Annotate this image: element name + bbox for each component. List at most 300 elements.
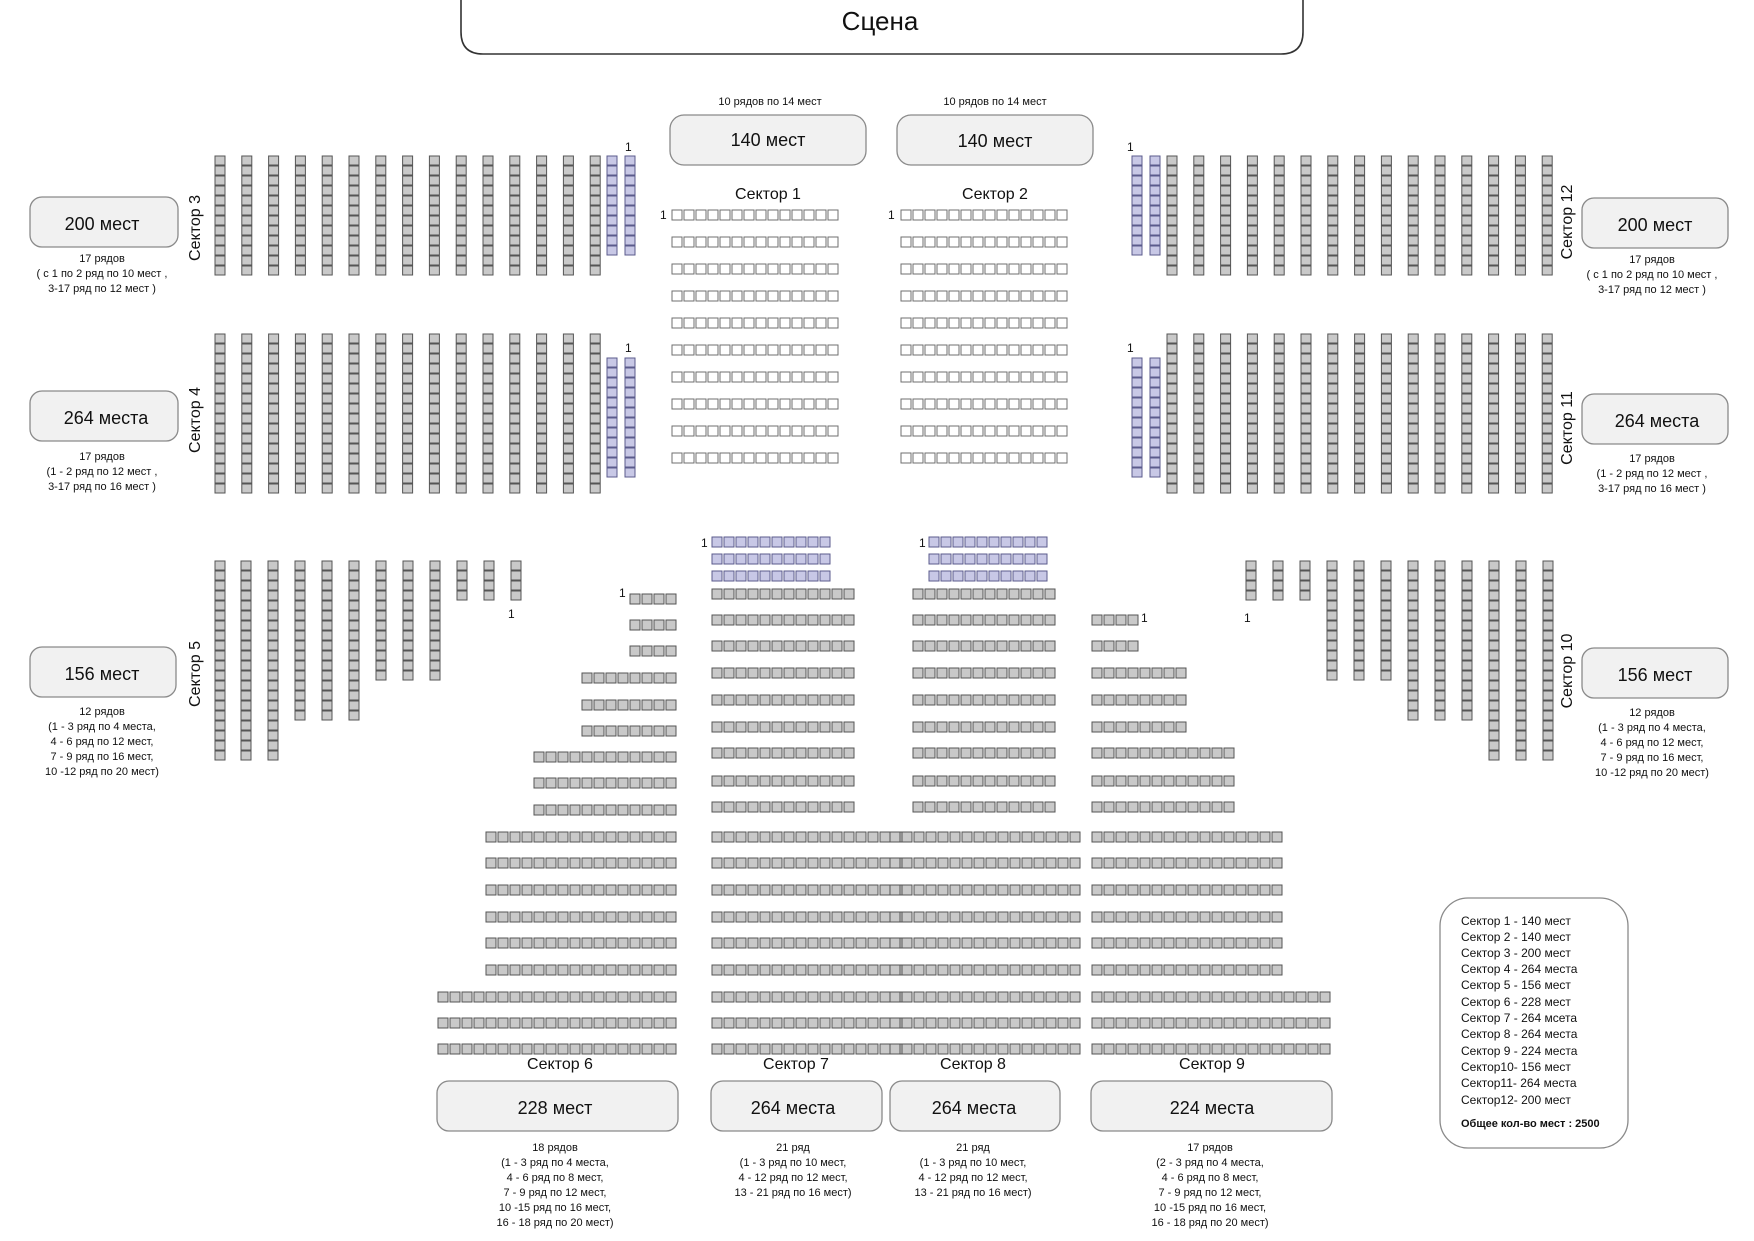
- sector-9-seat[interactable]: [1128, 858, 1138, 868]
- sector-7-seat[interactable]: [712, 965, 722, 975]
- sector-9-seat[interactable]: [1152, 1018, 1162, 1028]
- sector-4-seat[interactable]: [269, 474, 279, 483]
- sector-11-seat[interactable]: [1515, 364, 1525, 373]
- sector-11-seat[interactable]: [1274, 424, 1284, 433]
- sector-11-seat[interactable]: [1381, 434, 1391, 443]
- sector-1-seat[interactable]: [708, 291, 718, 301]
- sector-12-seat[interactable]: [1381, 206, 1391, 215]
- sector-4-seat[interactable]: [456, 464, 466, 473]
- sector-8-seat[interactable]: [985, 802, 995, 812]
- sector-6-seat[interactable]: [630, 885, 640, 895]
- sector-4-seat[interactable]: [269, 464, 279, 473]
- sector-5-seat[interactable]: [403, 571, 413, 580]
- sector-11-seat[interactable]: [1247, 334, 1257, 343]
- sector-3-seat[interactable]: [349, 246, 359, 255]
- sector-4-seat[interactable]: [295, 454, 305, 463]
- sector-7-seat[interactable]: [736, 641, 746, 651]
- sector-6-seat[interactable]: [594, 726, 604, 736]
- sector-1-seat[interactable]: [672, 399, 682, 409]
- sector-3-seat[interactable]: [537, 226, 547, 235]
- sector-12-seat[interactable]: [1355, 216, 1365, 225]
- sector-12-seat[interactable]: [1489, 216, 1499, 225]
- sector-4-seat[interactable]: [242, 424, 252, 433]
- sector-3-seat[interactable]: [456, 236, 466, 245]
- sector-12-seat[interactable]: [1328, 156, 1338, 165]
- sector-8-seat[interactable]: [962, 992, 972, 1002]
- sector-9-seat[interactable]: [1236, 938, 1246, 948]
- sector-11-seat[interactable]: [1150, 468, 1160, 477]
- sector-6-seat[interactable]: [510, 858, 520, 868]
- sector-5-seat[interactable]: [430, 641, 440, 650]
- sector-4-seat[interactable]: [483, 434, 493, 443]
- sector-11-seat[interactable]: [1542, 484, 1552, 493]
- sector-6-seat[interactable]: [510, 1044, 520, 1054]
- sector-7-seat[interactable]: [772, 589, 782, 599]
- sector-5-seat[interactable]: [322, 671, 332, 680]
- sector-4-seat[interactable]: [429, 474, 439, 483]
- sector-1-seat[interactable]: [828, 210, 838, 220]
- sector-4-seat[interactable]: [376, 414, 386, 423]
- sector-8-seat[interactable]: [974, 912, 984, 922]
- sector-10-seat[interactable]: [1327, 631, 1337, 640]
- sector-10-seat[interactable]: [1381, 671, 1391, 680]
- sector-7-seat[interactable]: [808, 554, 818, 564]
- sector-2-seat[interactable]: [1009, 345, 1019, 355]
- sector-3-seat[interactable]: [376, 206, 386, 215]
- sector-9-seat[interactable]: [1200, 858, 1210, 868]
- sector-7-seat[interactable]: [808, 589, 818, 599]
- sector-11-seat[interactable]: [1489, 354, 1499, 363]
- sector-7-seat[interactable]: [784, 695, 794, 705]
- sector-12-seat[interactable]: [1247, 216, 1257, 225]
- sector-1-seat[interactable]: [816, 237, 826, 247]
- sector-9-seat[interactable]: [1236, 1018, 1246, 1028]
- sector-11-seat[interactable]: [1462, 374, 1472, 383]
- sector-9-seat[interactable]: [1224, 776, 1234, 786]
- sector-9-seat[interactable]: [1284, 1044, 1294, 1054]
- sector-8-seat[interactable]: [941, 537, 951, 547]
- sector-2-seat[interactable]: [1045, 237, 1055, 247]
- sector-7-seat[interactable]: [760, 641, 770, 651]
- sector-9-seat[interactable]: [1104, 992, 1114, 1002]
- sector-9-seat[interactable]: [1176, 885, 1186, 895]
- sector-9-seat[interactable]: [1116, 1044, 1126, 1054]
- sector-8-seat[interactable]: [1009, 802, 1019, 812]
- sector-9-seat[interactable]: [1188, 858, 1198, 868]
- sector-5-seat[interactable]: [511, 581, 521, 590]
- sector-4-seat[interactable]: [590, 434, 600, 443]
- sector-8-seat[interactable]: [953, 554, 963, 564]
- sector-10-seat[interactable]: [1300, 581, 1310, 590]
- sector-2-seat[interactable]: [985, 264, 995, 274]
- sector-8-seat[interactable]: [997, 802, 1007, 812]
- sector-2-seat[interactable]: [949, 453, 959, 463]
- sector-4-seat[interactable]: [349, 344, 359, 353]
- sector-12-seat[interactable]: [1301, 266, 1311, 275]
- sector-8-seat[interactable]: [1034, 912, 1044, 922]
- sector-7-seat[interactable]: [796, 992, 806, 1002]
- sector-4-seat[interactable]: [537, 334, 547, 343]
- sector-3-seat[interactable]: [607, 216, 617, 225]
- sector-9-seat[interactable]: [1260, 912, 1270, 922]
- sector-5-seat[interactable]: [322, 621, 332, 630]
- sector-4-seat[interactable]: [456, 334, 466, 343]
- sector-11-seat[interactable]: [1301, 364, 1311, 373]
- sector-6-seat[interactable]: [618, 858, 628, 868]
- sector-6-seat[interactable]: [474, 992, 484, 1002]
- sector-10-seat[interactable]: [1462, 611, 1472, 620]
- sector-3-seat[interactable]: [322, 176, 332, 185]
- sector-5-seat[interactable]: [295, 561, 305, 570]
- sector-2-seat[interactable]: [1057, 372, 1067, 382]
- sector-6-seat[interactable]: [582, 805, 592, 815]
- sector-4-seat[interactable]: [590, 484, 600, 493]
- sector-6-seat[interactable]: [570, 858, 580, 868]
- sector-5-seat[interactable]: [322, 561, 332, 570]
- sector-10-seat[interactable]: [1435, 561, 1445, 570]
- sector-6-seat[interactable]: [570, 938, 580, 948]
- sector-2-seat[interactable]: [937, 318, 947, 328]
- sector-2-seat[interactable]: [1033, 345, 1043, 355]
- sector-7-seat[interactable]: [844, 722, 854, 732]
- sector-3-seat[interactable]: [322, 206, 332, 215]
- sector-3-seat[interactable]: [269, 236, 279, 245]
- sector-10-seat[interactable]: [1435, 711, 1445, 720]
- sector-7-seat[interactable]: [772, 615, 782, 625]
- sector-1-seat[interactable]: [744, 291, 754, 301]
- sector-4-seat[interactable]: [590, 344, 600, 353]
- sector-10-seat[interactable]: [1516, 571, 1526, 580]
- sector-8-seat[interactable]: [1010, 885, 1020, 895]
- sector-7-seat[interactable]: [796, 938, 806, 948]
- sector-8-seat[interactable]: [986, 1018, 996, 1028]
- sector-6-seat[interactable]: [654, 858, 664, 868]
- sector-4-seat[interactable]: [349, 474, 359, 483]
- sector-12-seat[interactable]: [1489, 236, 1499, 245]
- sector-2-seat[interactable]: [1057, 318, 1067, 328]
- sector-1-seat[interactable]: [672, 372, 682, 382]
- sector-3-seat[interactable]: [625, 186, 635, 195]
- sector-1-seat[interactable]: [732, 264, 742, 274]
- sector-12-seat[interactable]: [1167, 196, 1177, 205]
- sector-5-seat[interactable]: [322, 651, 332, 660]
- sector-12-seat[interactable]: [1247, 226, 1257, 235]
- sector-11-seat[interactable]: [1167, 334, 1177, 343]
- sector-5-seat[interactable]: [215, 651, 225, 660]
- sector-2-seat[interactable]: [985, 318, 995, 328]
- sector-12-seat[interactable]: [1221, 226, 1231, 235]
- sector-11-seat[interactable]: [1462, 394, 1472, 403]
- sector-11-seat[interactable]: [1489, 454, 1499, 463]
- sector-1-seat[interactable]: [780, 372, 790, 382]
- sector-9-seat[interactable]: [1104, 912, 1114, 922]
- sector-2-seat[interactable]: [901, 210, 911, 220]
- sector-9-seat[interactable]: [1212, 832, 1222, 842]
- sector-11-seat[interactable]: [1194, 474, 1204, 483]
- sector-3-seat[interactable]: [403, 236, 413, 245]
- sector-9-seat[interactable]: [1296, 1018, 1306, 1028]
- sector-11-seat[interactable]: [1194, 464, 1204, 473]
- sector-10-seat[interactable]: [1435, 631, 1445, 640]
- sector-3-seat[interactable]: [429, 236, 439, 245]
- sector-11-seat[interactable]: [1515, 444, 1525, 453]
- sector-7-seat[interactable]: [856, 832, 866, 842]
- sector-6-seat[interactable]: [642, 1018, 652, 1028]
- sector-12-seat[interactable]: [1301, 256, 1311, 265]
- sector-11-seat[interactable]: [1301, 344, 1311, 353]
- sector-10-seat[interactable]: [1462, 651, 1472, 660]
- sector-12-seat[interactable]: [1515, 186, 1525, 195]
- sector-12-seat[interactable]: [1167, 156, 1177, 165]
- sector-11-seat[interactable]: [1542, 334, 1552, 343]
- sector-12-seat[interactable]: [1515, 236, 1525, 245]
- sector-12-seat[interactable]: [1194, 236, 1204, 245]
- sector-9-seat[interactable]: [1152, 832, 1162, 842]
- sector-8-seat[interactable]: [1046, 992, 1056, 1002]
- sector-7-seat[interactable]: [820, 589, 830, 599]
- sector-11-seat[interactable]: [1150, 408, 1160, 417]
- sector-9-seat[interactable]: [1176, 668, 1186, 678]
- sector-11-seat[interactable]: [1167, 464, 1177, 473]
- sector-2-seat[interactable]: [973, 399, 983, 409]
- sector-6-seat[interactable]: [630, 646, 640, 656]
- sector-8-seat[interactable]: [961, 615, 971, 625]
- sector-12-seat[interactable]: [1489, 186, 1499, 195]
- sector-6-seat[interactable]: [582, 912, 592, 922]
- sector-10-seat[interactable]: [1381, 571, 1391, 580]
- sector-4-seat[interactable]: [483, 464, 493, 473]
- sector-11-seat[interactable]: [1247, 354, 1257, 363]
- sector-5-seat[interactable]: [349, 701, 359, 710]
- sector-4-seat[interactable]: [295, 334, 305, 343]
- sector-12-seat[interactable]: [1408, 256, 1418, 265]
- sector-3-seat[interactable]: [376, 216, 386, 225]
- sector-6-seat[interactable]: [438, 1018, 448, 1028]
- sector-10-seat[interactable]: [1489, 661, 1499, 670]
- sector-4-seat[interactable]: [242, 384, 252, 393]
- sector-11-seat[interactable]: [1489, 414, 1499, 423]
- sector-8-seat[interactable]: [950, 1018, 960, 1028]
- sector-9-seat[interactable]: [1128, 776, 1138, 786]
- sector-11-seat[interactable]: [1167, 344, 1177, 353]
- sector-5-seat[interactable]: [295, 641, 305, 650]
- sector-10-seat[interactable]: [1516, 631, 1526, 640]
- sector-4-seat[interactable]: [563, 454, 573, 463]
- sector-7-seat[interactable]: [832, 668, 842, 678]
- sector-8-seat[interactable]: [914, 965, 924, 975]
- sector-6-seat[interactable]: [618, 938, 628, 948]
- sector-6-seat[interactable]: [558, 965, 568, 975]
- sector-7-seat[interactable]: [832, 641, 842, 651]
- sector-11-seat[interactable]: [1408, 444, 1418, 453]
- sector-7-seat[interactable]: [796, 589, 806, 599]
- sector-7-seat[interactable]: [760, 615, 770, 625]
- sector-3-seat[interactable]: [537, 156, 547, 165]
- sector-5-seat[interactable]: [241, 591, 251, 600]
- sector-1-seat[interactable]: [792, 345, 802, 355]
- sector-11-seat[interactable]: [1355, 344, 1365, 353]
- sector-11-seat[interactable]: [1408, 464, 1418, 473]
- sector-7-seat[interactable]: [808, 912, 818, 922]
- sector-12-seat[interactable]: [1489, 246, 1499, 255]
- sector-11-seat[interactable]: [1542, 474, 1552, 483]
- sector-1-seat[interactable]: [780, 399, 790, 409]
- sector-1-seat[interactable]: [780, 453, 790, 463]
- sector-2-seat[interactable]: [997, 426, 1007, 436]
- sector-4-seat[interactable]: [215, 334, 225, 343]
- sector-12-seat[interactable]: [1515, 206, 1525, 215]
- sector-4-seat[interactable]: [322, 474, 332, 483]
- sector-12-seat[interactable]: [1221, 186, 1231, 195]
- sector-4-seat[interactable]: [456, 364, 466, 373]
- sector-10-seat[interactable]: [1408, 581, 1418, 590]
- sector-8-seat[interactable]: [1033, 615, 1043, 625]
- sector-6-seat[interactable]: [666, 965, 676, 975]
- sector-8-seat[interactable]: [997, 695, 1007, 705]
- sector-9-seat[interactable]: [1260, 832, 1270, 842]
- sector-8-seat[interactable]: [925, 802, 935, 812]
- sector-8-seat[interactable]: [1022, 938, 1032, 948]
- sector-6-seat[interactable]: [618, 885, 628, 895]
- sector-3-seat[interactable]: [322, 236, 332, 245]
- sector-12-seat[interactable]: [1462, 206, 1472, 215]
- sector-12-seat[interactable]: [1515, 156, 1525, 165]
- sector-4-seat[interactable]: [376, 364, 386, 373]
- sector-7-seat[interactable]: [784, 885, 794, 895]
- sector-11-seat[interactable]: [1355, 474, 1365, 483]
- sector-11-seat[interactable]: [1381, 474, 1391, 483]
- sector-12-seat[interactable]: [1132, 246, 1142, 255]
- sector-6-seat[interactable]: [570, 965, 580, 975]
- sector-1-seat[interactable]: [672, 237, 682, 247]
- sector-4-seat[interactable]: [590, 424, 600, 433]
- sector-7-seat[interactable]: [736, 1044, 746, 1054]
- sector-8-seat[interactable]: [997, 668, 1007, 678]
- sector-4-seat[interactable]: [376, 424, 386, 433]
- sector-9-seat[interactable]: [1188, 832, 1198, 842]
- sector-1-seat[interactable]: [828, 291, 838, 301]
- sector-7-seat[interactable]: [844, 832, 854, 842]
- sector-9-seat[interactable]: [1164, 1044, 1174, 1054]
- sector-12-seat[interactable]: [1408, 156, 1418, 165]
- sector-8-seat[interactable]: [1025, 571, 1035, 581]
- sector-4-seat[interactable]: [242, 354, 252, 363]
- sector-1-seat[interactable]: [816, 210, 826, 220]
- sector-1-seat[interactable]: [708, 453, 718, 463]
- sector-2-seat[interactable]: [997, 264, 1007, 274]
- sector-8-seat[interactable]: [962, 1044, 972, 1054]
- sector-7-seat[interactable]: [796, 802, 806, 812]
- sector-4-seat[interactable]: [510, 384, 520, 393]
- sector-6-seat[interactable]: [642, 700, 652, 710]
- sector-9-seat[interactable]: [1104, 1044, 1114, 1054]
- sector-8-seat[interactable]: [985, 695, 995, 705]
- sector-4-seat[interactable]: [429, 364, 439, 373]
- sector-2-seat[interactable]: [1009, 237, 1019, 247]
- sector-8-seat[interactable]: [973, 802, 983, 812]
- sector-7-seat[interactable]: [832, 938, 842, 948]
- sector-1-seat[interactable]: [768, 210, 778, 220]
- sector-1-seat[interactable]: [828, 453, 838, 463]
- sector-7-seat[interactable]: [736, 832, 746, 842]
- sector-12-seat[interactable]: [1542, 156, 1552, 165]
- sector-5-seat[interactable]: [403, 601, 413, 610]
- sector-12-seat[interactable]: [1274, 226, 1284, 235]
- sector-12-seat[interactable]: [1328, 216, 1338, 225]
- sector-8-seat[interactable]: [950, 992, 960, 1002]
- sector-8-seat[interactable]: [974, 965, 984, 975]
- sector-11-seat[interactable]: [1381, 414, 1391, 423]
- sector-11-seat[interactable]: [1355, 424, 1365, 433]
- sector-2-seat[interactable]: [1057, 345, 1067, 355]
- sector-6-seat[interactable]: [666, 752, 676, 762]
- sector-5-seat[interactable]: [322, 571, 332, 580]
- sector-9-seat[interactable]: [1236, 885, 1246, 895]
- sector-2-seat[interactable]: [985, 453, 995, 463]
- sector-9-seat[interactable]: [1164, 802, 1174, 812]
- sector-4-seat[interactable]: [537, 414, 547, 423]
- sector-4-seat[interactable]: [563, 474, 573, 483]
- sector-11-seat[interactable]: [1542, 434, 1552, 443]
- sector-9-seat[interactable]: [1212, 938, 1222, 948]
- sector-8-seat[interactable]: [1010, 832, 1020, 842]
- sector-8-seat[interactable]: [977, 537, 987, 547]
- sector-8-seat[interactable]: [985, 722, 995, 732]
- sector-7-seat[interactable]: [784, 554, 794, 564]
- sector-7-seat[interactable]: [820, 748, 830, 758]
- sector-3-seat[interactable]: [563, 166, 573, 175]
- sector-11-seat[interactable]: [1435, 354, 1445, 363]
- sector-1-seat[interactable]: [720, 291, 730, 301]
- sector-12-seat[interactable]: [1542, 166, 1552, 175]
- sector-11-seat[interactable]: [1194, 394, 1204, 403]
- sector-10-seat[interactable]: [1435, 581, 1445, 590]
- sector-4-seat[interactable]: [403, 464, 413, 473]
- sector-10-seat[interactable]: [1543, 741, 1553, 750]
- sector-7-seat[interactable]: [844, 641, 854, 651]
- sector-4-seat[interactable]: [483, 364, 493, 373]
- sector-10-seat[interactable]: [1354, 661, 1364, 670]
- sector-11-seat[interactable]: [1274, 484, 1284, 493]
- sector-11-seat[interactable]: [1221, 374, 1231, 383]
- sector-8-seat[interactable]: [1045, 589, 1055, 599]
- sector-4-seat[interactable]: [349, 384, 359, 393]
- sector-4-seat[interactable]: [429, 414, 439, 423]
- sector-11-seat[interactable]: [1194, 334, 1204, 343]
- sector-2-seat[interactable]: [1009, 453, 1019, 463]
- sector-2-seat[interactable]: [1045, 372, 1055, 382]
- sector-9-seat[interactable]: [1308, 992, 1318, 1002]
- sector-12-seat[interactable]: [1381, 256, 1391, 265]
- sector-5-seat[interactable]: [268, 581, 278, 590]
- sector-12-seat[interactable]: [1301, 166, 1311, 175]
- sector-4-seat[interactable]: [269, 484, 279, 493]
- sector-3-seat[interactable]: [269, 216, 279, 225]
- sector-9-seat[interactable]: [1320, 1018, 1330, 1028]
- sector-12-seat[interactable]: [1247, 156, 1257, 165]
- sector-12-seat[interactable]: [1167, 236, 1177, 245]
- sector-4-seat[interactable]: [563, 354, 573, 363]
- sector-7-seat[interactable]: [724, 858, 734, 868]
- sector-4-seat[interactable]: [563, 464, 573, 473]
- sector-9-seat[interactable]: [1188, 748, 1198, 758]
- sector-4-seat[interactable]: [510, 414, 520, 423]
- sector-4-seat[interactable]: [403, 404, 413, 413]
- sector-10-seat[interactable]: [1354, 601, 1364, 610]
- sector-10-seat[interactable]: [1543, 571, 1553, 580]
- sector-9-seat[interactable]: [1128, 912, 1138, 922]
- sector-9-seat[interactable]: [1176, 748, 1186, 758]
